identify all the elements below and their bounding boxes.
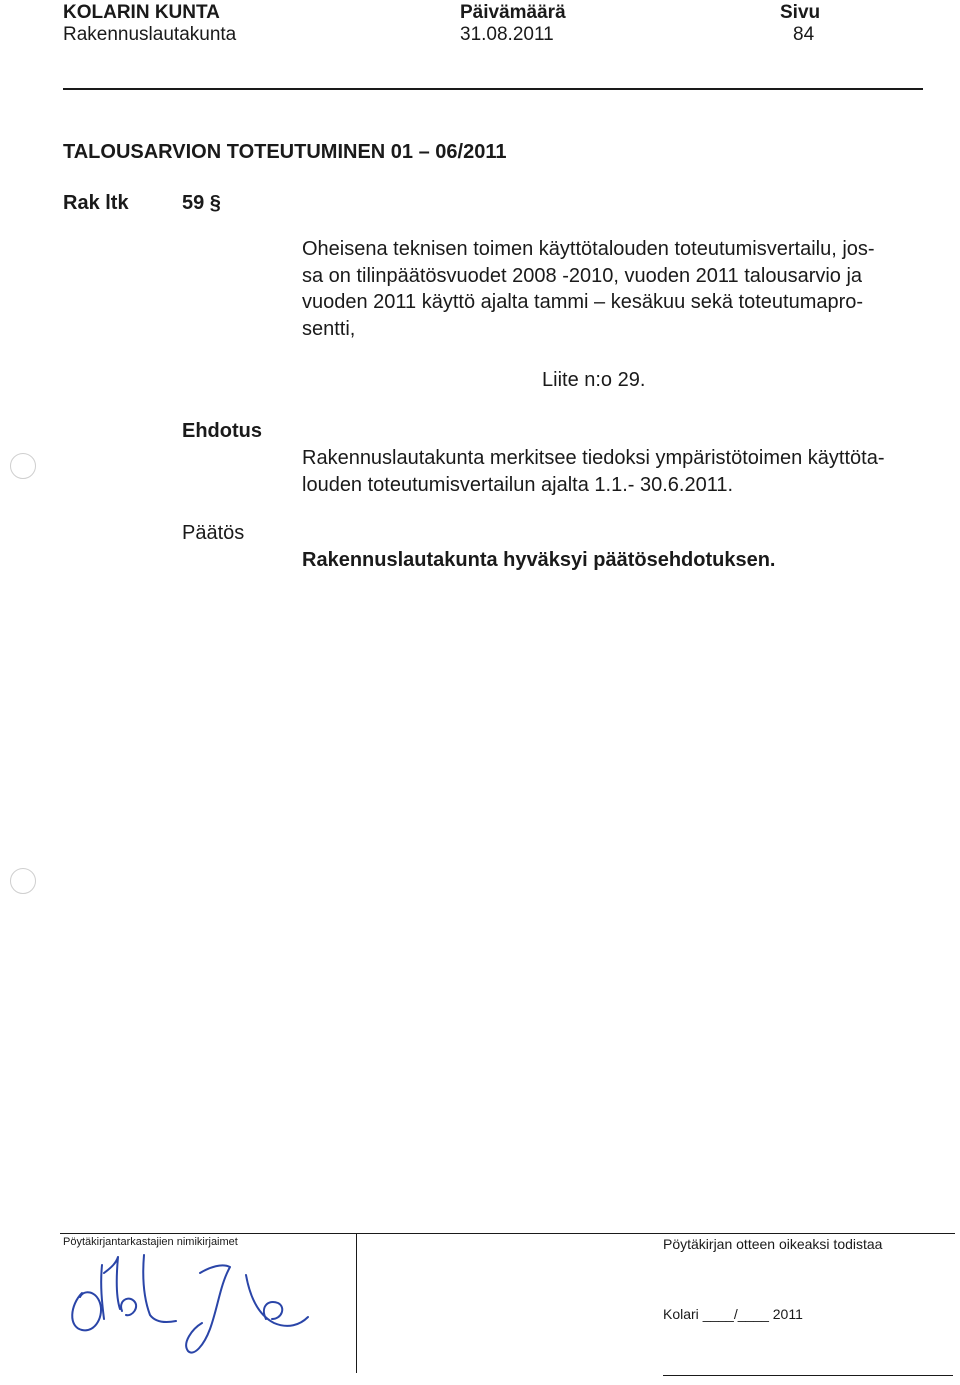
punch-hole <box>10 868 36 894</box>
board-name: Rakennuslautakunta <box>63 24 237 45</box>
case-ref: Rak ltk <box>63 192 129 214</box>
body-line: vuoden 2011 käyttö ajalta tammi – kesäkuu sekä toteutumapro- <box>302 291 864 313</box>
footer-divider <box>356 1233 357 1373</box>
body-paragraph <box>302 236 875 342</box>
case-number: 59 § <box>182 192 221 214</box>
meeting-date: 31.08.2011 <box>460 24 554 45</box>
place: Kolari <box>663 1306 699 1322</box>
proposal-label: Ehdotus <box>182 420 262 442</box>
body-line: sentti, <box>302 317 356 340</box>
footer-rule <box>60 1233 955 1234</box>
page-number: 84 <box>793 24 815 45</box>
page-label: Sivu <box>780 2 821 23</box>
attachment-ref: Liite n:o 29. <box>542 369 646 391</box>
document-title: TALOUSARVION TOTEUTUMINEN 01 – 06/2011 <box>63 141 507 163</box>
date-blank: ____/____ <box>702 1306 769 1322</box>
proposal-text <box>302 445 885 498</box>
handwritten-initials <box>60 1245 340 1370</box>
header-rule <box>63 88 923 90</box>
punch-hole <box>10 453 36 479</box>
body-line: Oheisena teknisen toimen käyttötalouden toteutumisvertailu, jos- <box>302 238 875 260</box>
body-line: sa on tilinpäätösvuodet 2008 -2010, vuoden 2011 talousarvio ja <box>302 264 863 287</box>
year: 2011 <box>772 1306 803 1322</box>
checkers-label: Pöytäkirjantarkastajien nimikirjaimet <box>63 1236 238 1248</box>
org-name: KOLARIN KUNTA <box>63 2 220 23</box>
certify-label: Pöytäkirjan otteen oikeaksi todistaa <box>663 1236 883 1252</box>
date-label: Päivämäärä <box>460 2 566 23</box>
proposal-line: louden toteutumisvertailun ajalta 1.1.- 30.6.2011. <box>302 473 734 496</box>
decision-text: Rakennuslautakunta hyväksyi päätösehdotuksen. <box>302 549 776 571</box>
signature-line <box>663 1375 953 1376</box>
proposal-line: Rakennuslautakunta merkitsee tiedoksi ympäristötoimen käyttöta- <box>302 447 885 469</box>
decision-label: Päätös <box>182 522 245 544</box>
certify-line <box>663 1306 803 1322</box>
